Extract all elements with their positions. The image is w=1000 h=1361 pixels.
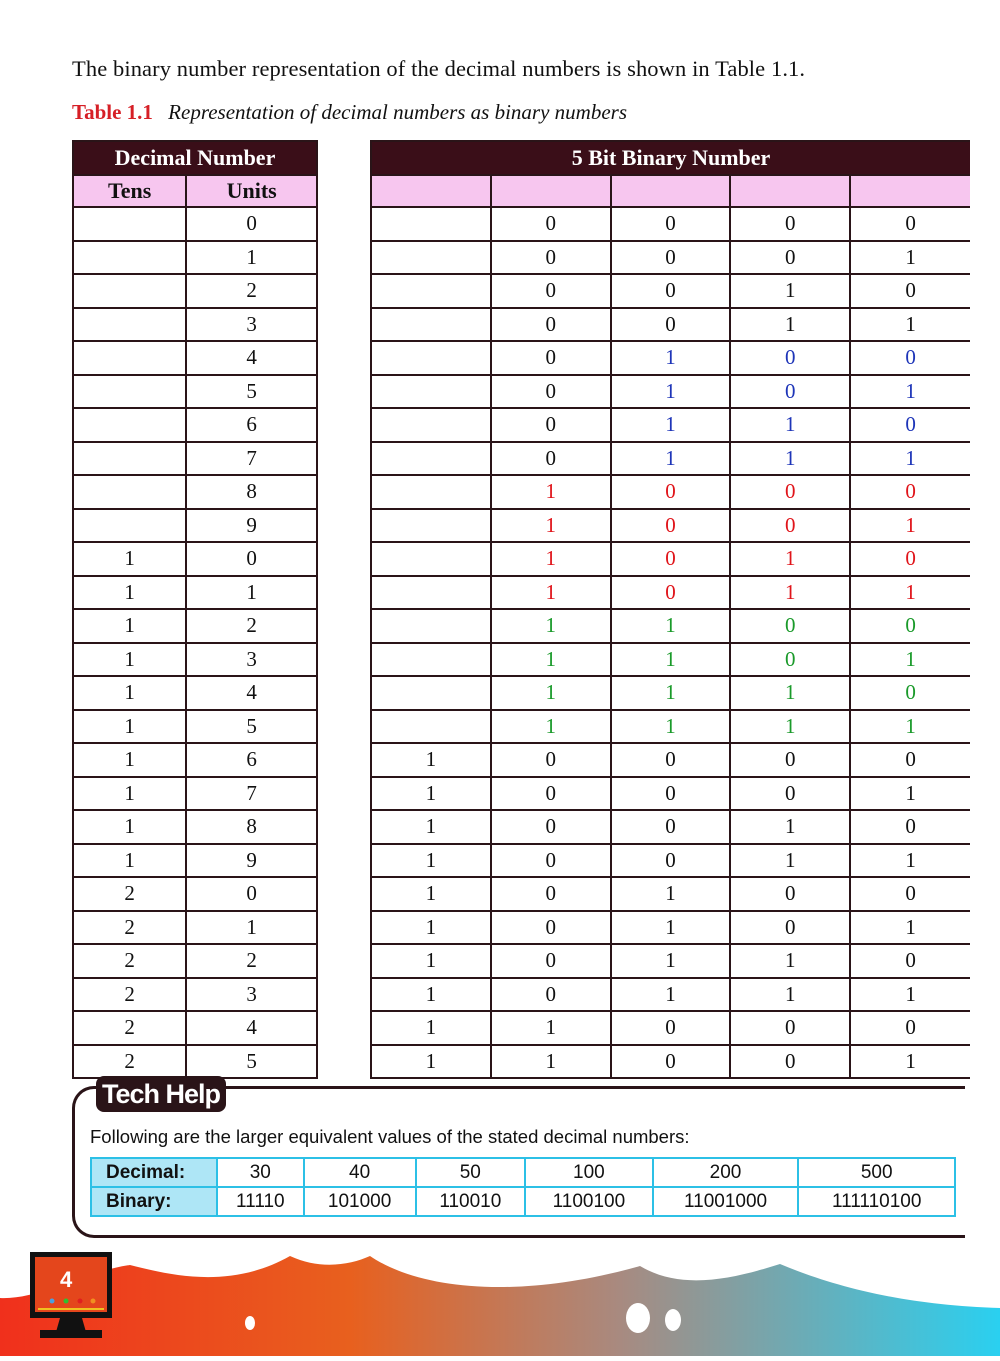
decimal-row bbox=[73, 509, 317, 543]
tens-cell: 2 bbox=[73, 877, 186, 911]
table-caption-number: Table 1.1 bbox=[72, 100, 153, 124]
bit-cell: 0 bbox=[611, 1011, 731, 1045]
binary-row bbox=[371, 844, 970, 878]
decimal-row bbox=[73, 475, 317, 509]
binary-row bbox=[371, 375, 970, 409]
bit-cell: 1 bbox=[611, 710, 731, 744]
units-cell: 5 bbox=[186, 710, 317, 744]
bit-cell: 0 bbox=[491, 877, 611, 911]
tens-cell: 1 bbox=[73, 643, 186, 677]
bit-cell: 1 bbox=[850, 308, 970, 342]
tens-cell: 1 bbox=[73, 676, 186, 710]
intro-paragraph: The binary number representation of the decimal numbers is shown in Table 1.1. bbox=[72, 56, 806, 81]
bit-cell: 0 bbox=[730, 1045, 850, 1079]
binary-row bbox=[371, 576, 970, 610]
decimal-row bbox=[73, 1011, 317, 1045]
bit-cell: 1 bbox=[491, 576, 611, 610]
decimal-row bbox=[73, 676, 317, 710]
bit-cell: 1 bbox=[611, 442, 731, 476]
bit-cell: 1 bbox=[730, 308, 850, 342]
table-caption bbox=[72, 100, 627, 125]
bit-cell: 0 bbox=[850, 1011, 970, 1045]
bit-cell bbox=[371, 576, 491, 610]
tech-help-badge: Tech Help bbox=[96, 1076, 226, 1112]
binary-row bbox=[371, 442, 970, 476]
tens-cell: 2 bbox=[73, 978, 186, 1012]
bit-cell: 1 bbox=[850, 777, 970, 811]
bubble bbox=[665, 1309, 681, 1331]
bit-cell: 1 bbox=[611, 676, 731, 710]
bit-cell: 0 bbox=[491, 777, 611, 811]
units-cell: 0 bbox=[186, 877, 317, 911]
bit-cell: 0 bbox=[611, 576, 731, 610]
bit-cell: 0 bbox=[611, 542, 731, 576]
bit-cell: 0 bbox=[850, 207, 970, 241]
tens-cell: 2 bbox=[73, 911, 186, 945]
bit-cell: 0 bbox=[491, 810, 611, 844]
tens-cell: 1 bbox=[73, 710, 186, 744]
bit-cell: 1 bbox=[850, 375, 970, 409]
bit-column-header bbox=[730, 175, 850, 207]
decimal-row bbox=[73, 308, 317, 342]
binary-row bbox=[371, 408, 970, 442]
binary-row bbox=[371, 710, 970, 744]
bit-cell: 1 bbox=[850, 576, 970, 610]
bit-cell: 1 bbox=[611, 408, 731, 442]
bit-cell: 1 bbox=[491, 609, 611, 643]
tens-cell: 1 bbox=[73, 609, 186, 643]
tens-cell: 1 bbox=[73, 542, 186, 576]
decimal-row-label: Decimal: bbox=[91, 1158, 217, 1187]
bit-column-header bbox=[371, 175, 491, 207]
bit-cell: 0 bbox=[491, 944, 611, 978]
units-cell: 2 bbox=[186, 944, 317, 978]
wave-shape bbox=[0, 1256, 1000, 1356]
units-cell: 4 bbox=[186, 341, 317, 375]
bit-cell: 0 bbox=[730, 375, 850, 409]
tens-cell: 1 bbox=[73, 777, 186, 811]
decimal-row bbox=[73, 844, 317, 878]
bit-cell: 0 bbox=[850, 408, 970, 442]
binary-row bbox=[371, 207, 970, 241]
units-cell: 5 bbox=[186, 375, 317, 409]
decimal-row bbox=[73, 810, 317, 844]
bit-cell: 1 bbox=[491, 475, 611, 509]
units-cell: 7 bbox=[186, 777, 317, 811]
bit-cell: 0 bbox=[730, 341, 850, 375]
bit-cell: 1 bbox=[371, 944, 491, 978]
bubble bbox=[245, 1316, 255, 1330]
bit-cell: 0 bbox=[611, 777, 731, 811]
bit-cell: 1 bbox=[611, 978, 731, 1012]
units-cell: 6 bbox=[186, 743, 317, 777]
bit-cell: 0 bbox=[730, 609, 850, 643]
bit-cell bbox=[371, 241, 491, 275]
bit-cell: 0 bbox=[611, 274, 731, 308]
bit-cell: 0 bbox=[491, 207, 611, 241]
bit-cell: 0 bbox=[850, 810, 970, 844]
tens-cell: 1 bbox=[73, 810, 186, 844]
units-cell: 2 bbox=[186, 609, 317, 643]
units-cell: 1 bbox=[186, 241, 317, 275]
tens-cell: 2 bbox=[73, 944, 186, 978]
bit-cell: 1 bbox=[850, 442, 970, 476]
bit-cell: 1 bbox=[850, 911, 970, 945]
decimal-row bbox=[73, 576, 317, 610]
bit-cell: 1 bbox=[730, 978, 850, 1012]
units-cell: 0 bbox=[186, 542, 317, 576]
bit-cell: 1 bbox=[850, 844, 970, 878]
bit-cell bbox=[371, 509, 491, 543]
bit-cell: 0 bbox=[491, 241, 611, 275]
tens-cell bbox=[73, 375, 186, 409]
bit-cell: 0 bbox=[491, 274, 611, 308]
bit-cell: 1 bbox=[491, 676, 611, 710]
bit-cell: 0 bbox=[850, 676, 970, 710]
decimal-row bbox=[73, 777, 317, 811]
bit-cell: 1 bbox=[371, 777, 491, 811]
decimal-row bbox=[73, 442, 317, 476]
bit-cell: 1 bbox=[730, 676, 850, 710]
units-cell: 0 bbox=[186, 207, 317, 241]
bit-cell: 0 bbox=[611, 308, 731, 342]
binary-row bbox=[371, 1011, 970, 1045]
bit-cell: 0 bbox=[611, 207, 731, 241]
binary-row bbox=[371, 676, 970, 710]
bit-cell: 0 bbox=[850, 542, 970, 576]
bit-cell: 1 bbox=[611, 341, 731, 375]
wave-banner bbox=[0, 1240, 1000, 1356]
binary-row bbox=[371, 341, 970, 375]
tens-cell bbox=[73, 341, 186, 375]
decimal-row bbox=[73, 274, 317, 308]
bit-cell: 0 bbox=[611, 810, 731, 844]
tens-cell bbox=[73, 475, 186, 509]
binary-row bbox=[371, 509, 970, 543]
bit-cell: 0 bbox=[491, 978, 611, 1012]
bit-cell: 0 bbox=[611, 509, 731, 543]
bit-cell: 1 bbox=[850, 710, 970, 744]
bit-cell: 1 bbox=[611, 375, 731, 409]
bit-cell: 1 bbox=[491, 710, 611, 744]
binary-row bbox=[371, 777, 970, 811]
units-cell: 1 bbox=[186, 576, 317, 610]
binary-row bbox=[371, 475, 970, 509]
bit-cell: 1 bbox=[371, 877, 491, 911]
units-cell: 8 bbox=[186, 810, 317, 844]
tens-cell: 1 bbox=[73, 844, 186, 878]
units-cell: 3 bbox=[186, 643, 317, 677]
bit-cell bbox=[371, 609, 491, 643]
bit-cell: 1 bbox=[491, 509, 611, 543]
tens-cell bbox=[73, 442, 186, 476]
bit-cell: 1 bbox=[730, 944, 850, 978]
decimal-row bbox=[73, 542, 317, 576]
bit-cell: 0 bbox=[850, 743, 970, 777]
bit-cell: 1 bbox=[611, 911, 731, 945]
bit-cell: 0 bbox=[730, 877, 850, 911]
bit-cell: 0 bbox=[730, 777, 850, 811]
decimal-value-cell: 30 bbox=[217, 1158, 304, 1187]
bit-cell: 1 bbox=[611, 877, 731, 911]
units-cell: 3 bbox=[186, 308, 317, 342]
binary-value-cell: 11110 bbox=[217, 1187, 304, 1216]
decimal-row bbox=[73, 944, 317, 978]
bit-cell: 0 bbox=[491, 844, 611, 878]
bit-cell: 0 bbox=[850, 341, 970, 375]
decimal-row bbox=[73, 877, 317, 911]
tens-cell bbox=[73, 509, 186, 543]
bit-cell: 1 bbox=[371, 911, 491, 945]
binary-row bbox=[371, 308, 970, 342]
binary-value-cell: 101000 bbox=[304, 1187, 416, 1216]
binary-row bbox=[371, 877, 970, 911]
binary-value-cell: 11001000 bbox=[653, 1187, 799, 1216]
bit-cell: 1 bbox=[850, 509, 970, 543]
tens-cell bbox=[73, 241, 186, 275]
bit-cell: 0 bbox=[730, 743, 850, 777]
bit-cell: 0 bbox=[611, 743, 731, 777]
decimal-row bbox=[73, 743, 317, 777]
tens-cell bbox=[73, 308, 186, 342]
tens-column-header: Tens bbox=[73, 175, 186, 207]
units-cell: 7 bbox=[186, 442, 317, 476]
page-footer bbox=[0, 1240, 1000, 1356]
bit-cell: 0 bbox=[611, 844, 731, 878]
decimal-row bbox=[73, 911, 317, 945]
decimal-row bbox=[73, 241, 317, 275]
binary-row bbox=[371, 542, 970, 576]
bit-cell: 1 bbox=[371, 1011, 491, 1045]
tens-cell: 1 bbox=[73, 743, 186, 777]
bit-cell: 0 bbox=[611, 475, 731, 509]
binary-row bbox=[371, 911, 970, 945]
decimal-value-cell: 40 bbox=[304, 1158, 416, 1187]
bit-cell: 1 bbox=[730, 408, 850, 442]
units-cell: 5 bbox=[186, 1045, 317, 1079]
bit-cell: 0 bbox=[611, 241, 731, 275]
bit-cell: 1 bbox=[730, 576, 850, 610]
binary-value-cell: 111110100 bbox=[798, 1187, 955, 1216]
units-cell: 9 bbox=[186, 844, 317, 878]
binary-row bbox=[371, 643, 970, 677]
units-cell: 4 bbox=[186, 676, 317, 710]
bit-cell: 1 bbox=[850, 643, 970, 677]
tens-cell bbox=[73, 207, 186, 241]
bit-cell: 0 bbox=[491, 408, 611, 442]
tens-cell: 2 bbox=[73, 1011, 186, 1045]
bit-column-header bbox=[850, 175, 970, 207]
bit-cell: 0 bbox=[491, 911, 611, 945]
decimal-value-cell: 50 bbox=[416, 1158, 526, 1187]
decimal-row bbox=[73, 341, 317, 375]
bit-cell: 1 bbox=[611, 609, 731, 643]
bit-cell: 0 bbox=[611, 1045, 731, 1079]
tech-help-text: Following are the larger equivalent values of the stated decimal numbers: bbox=[90, 1126, 690, 1147]
bit-cell bbox=[371, 308, 491, 342]
bit-cell: 1 bbox=[850, 978, 970, 1012]
bit-cell: 1 bbox=[371, 1045, 491, 1079]
binary-row bbox=[371, 1045, 970, 1079]
units-cell: 2 bbox=[186, 274, 317, 308]
bit-cell: 0 bbox=[730, 241, 850, 275]
units-cell: 8 bbox=[186, 475, 317, 509]
units-cell: 3 bbox=[186, 978, 317, 1012]
bit-cell: 0 bbox=[491, 375, 611, 409]
bit-column-header bbox=[491, 175, 611, 207]
binary-row bbox=[371, 978, 970, 1012]
bubble bbox=[626, 1303, 650, 1333]
bit-cell: 0 bbox=[850, 475, 970, 509]
bit-cell: 0 bbox=[730, 643, 850, 677]
bit-cell bbox=[371, 375, 491, 409]
units-cell: 4 bbox=[186, 1011, 317, 1045]
bit-cell: 1 bbox=[371, 978, 491, 1012]
page-number: 4 bbox=[60, 1267, 73, 1292]
bit-cell: 0 bbox=[491, 743, 611, 777]
bit-cell: 0 bbox=[491, 442, 611, 476]
bit-cell: 0 bbox=[730, 911, 850, 945]
bit-cell bbox=[371, 676, 491, 710]
equivalents-table bbox=[90, 1157, 956, 1217]
decimal-value-cell: 100 bbox=[525, 1158, 653, 1187]
bit-cell: 1 bbox=[611, 643, 731, 677]
binary-row bbox=[371, 810, 970, 844]
bit-cell: 0 bbox=[730, 475, 850, 509]
bit-column-header bbox=[611, 175, 731, 207]
binary-row bbox=[371, 743, 970, 777]
bit-cell: 1 bbox=[730, 710, 850, 744]
tens-cell bbox=[73, 408, 186, 442]
decimal-row bbox=[73, 609, 317, 643]
bit-cell bbox=[371, 542, 491, 576]
decimal-row bbox=[73, 710, 317, 744]
binary-value-cell: 1100100 bbox=[525, 1187, 653, 1216]
decimal-value-cell: 500 bbox=[798, 1158, 955, 1187]
decimal-row bbox=[73, 207, 317, 241]
bit-cell: 1 bbox=[371, 810, 491, 844]
bit-cell: 0 bbox=[730, 509, 850, 543]
binary-table-header: 5 Bit Binary Number bbox=[371, 141, 970, 175]
bit-cell bbox=[371, 643, 491, 677]
bit-cell: 0 bbox=[491, 308, 611, 342]
units-cell: 6 bbox=[186, 408, 317, 442]
bit-cell: 1 bbox=[491, 1011, 611, 1045]
bit-cell: 0 bbox=[850, 944, 970, 978]
bit-cell: 1 bbox=[730, 810, 850, 844]
bit-cell: 0 bbox=[850, 877, 970, 911]
binary-row bbox=[371, 274, 970, 308]
bit-cell: 0 bbox=[850, 274, 970, 308]
bit-cell: 1 bbox=[730, 844, 850, 878]
decimal-table-header: Decimal Number bbox=[73, 141, 317, 175]
bit-cell: 1 bbox=[491, 643, 611, 677]
binary-row bbox=[371, 241, 970, 275]
decimal-row bbox=[73, 978, 317, 1012]
bit-cell bbox=[371, 274, 491, 308]
decimal-row bbox=[73, 1045, 317, 1079]
bit-cell: 1 bbox=[730, 542, 850, 576]
decimal-number-table bbox=[72, 140, 318, 1079]
bit-cell: 1 bbox=[850, 241, 970, 275]
decimal-row bbox=[73, 375, 317, 409]
tens-cell: 2 bbox=[73, 1045, 186, 1079]
units-cell: 9 bbox=[186, 509, 317, 543]
binary-row bbox=[371, 609, 970, 643]
decimal-row bbox=[73, 643, 317, 677]
bit-cell: 1 bbox=[491, 1045, 611, 1079]
bit-cell bbox=[371, 442, 491, 476]
bit-cell: 1 bbox=[611, 944, 731, 978]
decimal-row bbox=[73, 408, 317, 442]
bit-cell bbox=[371, 207, 491, 241]
binary-row bbox=[371, 944, 970, 978]
units-column-header: Units bbox=[186, 175, 317, 207]
bit-cell bbox=[371, 408, 491, 442]
bit-cell: 1 bbox=[730, 442, 850, 476]
binary-row-label: Binary: bbox=[91, 1187, 217, 1216]
bit-cell: 0 bbox=[730, 207, 850, 241]
bit-cell: 1 bbox=[850, 1045, 970, 1079]
table-caption-title: Representation of decimal numbers as binary numbers bbox=[168, 100, 628, 124]
bit-cell: 0 bbox=[730, 1011, 850, 1045]
tens-cell: 1 bbox=[73, 576, 186, 610]
bit-cell: 1 bbox=[730, 274, 850, 308]
bit-cell: 1 bbox=[371, 844, 491, 878]
binary-number-table bbox=[370, 140, 970, 1079]
units-cell: 1 bbox=[186, 911, 317, 945]
decimal-value-cell: 200 bbox=[653, 1158, 799, 1187]
tens-cell bbox=[73, 274, 186, 308]
bit-cell bbox=[371, 475, 491, 509]
bit-cell bbox=[371, 341, 491, 375]
bit-cell: 1 bbox=[491, 542, 611, 576]
binary-value-cell: 110010 bbox=[416, 1187, 526, 1216]
bit-cell: 0 bbox=[850, 609, 970, 643]
bit-cell bbox=[371, 710, 491, 744]
bit-cell: 0 bbox=[491, 341, 611, 375]
bit-cell: 1 bbox=[371, 743, 491, 777]
